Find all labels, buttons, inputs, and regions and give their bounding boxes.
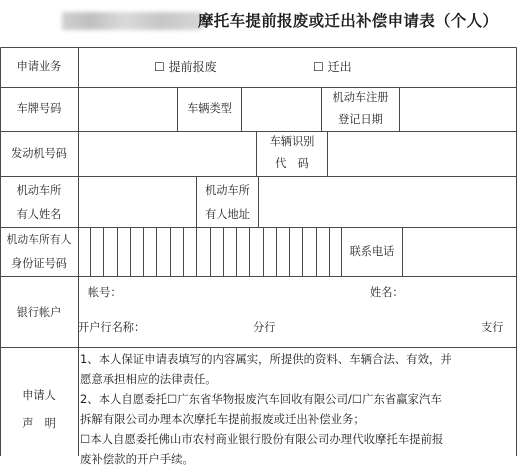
declaration-line-3: 2、本人自愿委托☐广东省华物报废汽车回收有限公司/☐广东省赢家汽车 (80, 392, 442, 406)
owner-id-label-line2: 身份证号码 (11, 257, 67, 270)
owner-id-label-line1: 机动车所有人 (6, 233, 72, 246)
declaration-label-line1: 申请人 (22, 389, 56, 402)
declaration-line-6: 废补偿款的开户手续。 (80, 452, 194, 466)
application-type-label: 申请业务 (16, 60, 62, 73)
registration-date-label-line2: 登记日期 (338, 113, 383, 126)
declaration-line-4: 拆解有限公司办理本次摩托车提前报废或迁出补偿业务； (80, 412, 365, 426)
vehicle-type-label: 车辆类型 (187, 102, 232, 115)
registration-date-label-line1: 机动车注册 (332, 91, 389, 104)
bank-account-label: 银行帐户 (16, 306, 62, 319)
declaration-line-1: 1、本人保证申请表填写的内容属实，所提供的资料、车辆合法、有效，并 (80, 352, 452, 366)
phone-label: 联系电话 (349, 245, 395, 258)
declaration-label-line2: 声 明 (22, 417, 56, 430)
plate-number-label: 车牌号码 (16, 102, 62, 115)
checkbox-early-scrap[interactable]: ☐ 提前报废 (154, 60, 217, 74)
branch-label: 分行 (253, 321, 276, 334)
checkbox-relocate[interactable]: ☐ 迁出 (313, 60, 352, 74)
vin-label-line1: 车辆识别 (269, 135, 315, 148)
engine-number-label: 发动机号码 (11, 147, 67, 160)
vin-label-line2: 代 码 (275, 157, 309, 170)
owner-name-label-line1: 机动车所 (16, 184, 62, 197)
owner-name-label-line2: 有人姓名 (16, 208, 62, 221)
owner-address-label-line2: 有人地址 (205, 208, 250, 221)
declaration-line-5: ☐本人自愿委托佛山市农村商业银行股份有限公司办理代收摩托车提前报 (80, 432, 444, 446)
account-number-label: 帐号： (88, 286, 122, 299)
form-title: 摩托车提前报废或迁出补偿申请表（个人） (198, 12, 499, 30)
declaration-line-2: 愿意承担相应的法律责任。 (80, 372, 217, 386)
owner-address-label-line1: 机动车所 (205, 184, 250, 197)
bank-name-label: 开户行名称： (78, 321, 146, 334)
account-name-label: 姓名： (370, 286, 404, 299)
sub-branch-label: 支行 (481, 321, 504, 334)
